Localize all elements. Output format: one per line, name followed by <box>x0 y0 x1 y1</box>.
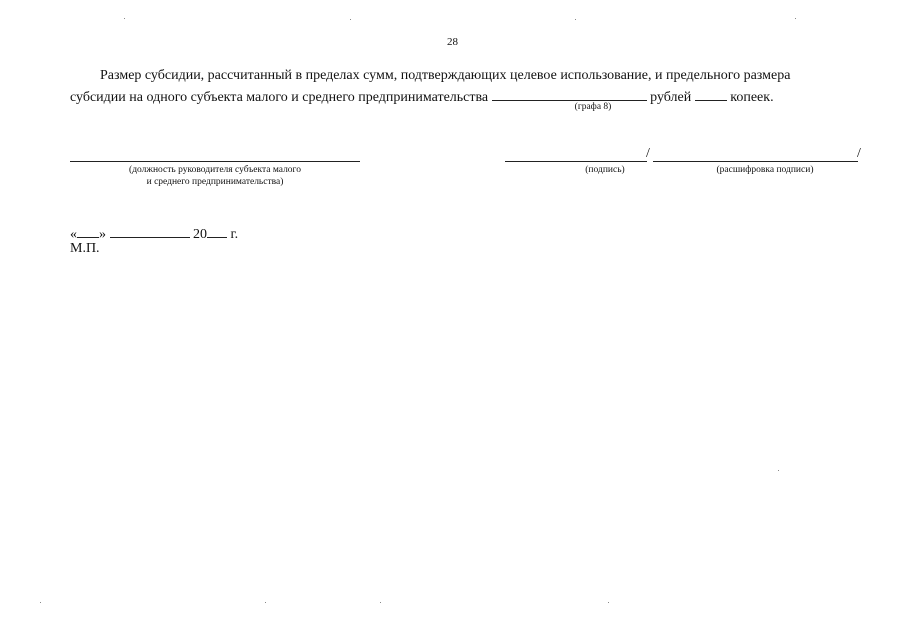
scan-speck <box>608 602 609 603</box>
stamp-place-label: М.П. <box>70 241 100 256</box>
paragraph-line-2 <box>70 86 865 108</box>
scan-speck <box>124 18 125 19</box>
subsidy-amount-rubles-field[interactable] <box>492 86 647 101</box>
scan-speck <box>778 470 779 471</box>
rubles-label: рублей <box>650 90 692 105</box>
signature-decode-caption: (расшифровка подписи) <box>716 165 814 175</box>
position-caption <box>70 164 360 188</box>
scan-speck <box>40 602 41 603</box>
date-open-quote: « <box>70 227 77 242</box>
scan-speck <box>265 602 266 603</box>
page-number: 28 <box>447 36 458 48</box>
signature-caption: (подпись) <box>585 165 625 175</box>
paragraph-line-2-text: субсидии на одного субъекта малого и среднего предпринимательства <box>70 90 489 105</box>
paragraph-line-1: Размер субсидии, рассчитанный в пределах сумм, подтверждающих целевое использование, и предельного размера <box>100 68 791 83</box>
scan-speck <box>575 19 576 20</box>
month-field[interactable] <box>110 223 190 238</box>
signature-separator-slash: / <box>646 146 650 161</box>
scan-speck <box>380 602 381 603</box>
year-prefix: 20 <box>193 227 207 242</box>
signature-line[interactable] <box>505 161 647 162</box>
position-caption-line-2: и среднего предпринимательства) <box>146 177 284 187</box>
position-line[interactable] <box>70 161 360 162</box>
year-suffix: г. <box>230 227 239 242</box>
signature-end-slash: / <box>857 146 861 161</box>
kopecks-label: копеек. <box>730 90 774 105</box>
day-field[interactable] <box>77 223 99 238</box>
graph-8-caption: (графа 8) <box>574 102 612 112</box>
position-caption-line-1: (должность руководителя субъекта малого <box>129 165 301 175</box>
subsidy-paragraph <box>70 66 865 108</box>
scan-speck <box>350 19 351 20</box>
scan-speck <box>795 18 796 19</box>
year-field[interactable] <box>207 223 227 238</box>
subsidy-amount-kopecks-field[interactable] <box>695 86 727 101</box>
date-close-quote: » <box>99 227 106 242</box>
signature-decode-line[interactable] <box>653 161 858 162</box>
